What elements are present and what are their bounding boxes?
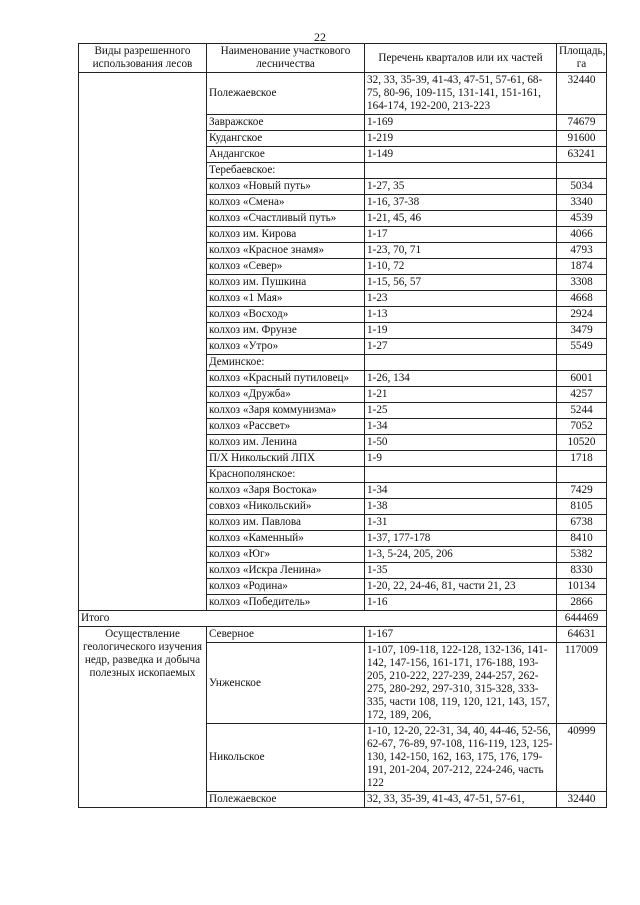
quarters-cell: 1-149 [365, 147, 557, 163]
forestry-cell: колхоз «Заря коммунизма» [207, 403, 365, 419]
quarters-cell: 1-37, 177-178 [365, 531, 557, 547]
forestry-cell: колхоз им. Кирова [207, 227, 365, 243]
forestry-cell: колхоз «Каменный» [207, 531, 365, 547]
quarters-cell: 1-38 [365, 499, 557, 515]
area-cell: 6001 [557, 371, 607, 387]
forestry-cell: колхоз «Рассвет» [207, 419, 365, 435]
forestry-cell: колхоз «Красный путиловец» [207, 371, 365, 387]
forestry-cell: колхоз «Утро» [207, 339, 365, 355]
forestry-cell: колхоз им. Ленина [207, 435, 365, 451]
area-cell: 40999 [557, 724, 607, 792]
forestry-cell: Полежаевское [207, 73, 365, 115]
forestry-cell: колхоз «1 Мая» [207, 291, 365, 307]
header-use: Виды разрешенного использования лесов [79, 44, 207, 73]
quarters-cell: 1-23, 70, 71 [365, 243, 557, 259]
header-area: Площадь, га [557, 44, 607, 73]
area-cell: 5549 [557, 339, 607, 355]
area-cell: 1718 [557, 451, 607, 467]
total-area: 644469 [557, 611, 607, 627]
forestry-cell: Никольское [207, 724, 365, 792]
quarters-cell: 1-31 [365, 515, 557, 531]
quarters-cell: 1-10, 72 [365, 259, 557, 275]
total-label: Итого [79, 611, 557, 627]
quarters-cell: 1-219 [365, 131, 557, 147]
forestry-cell: колхоз «Юг» [207, 547, 365, 563]
quarters-cell: 1-9 [365, 451, 557, 467]
area-cell: 3340 [557, 195, 607, 211]
quarters-cell: 1-20, 22, 24-46, 81, части 21, 23 [365, 579, 557, 595]
forestry-cell: колхоз «Искра Ленина» [207, 563, 365, 579]
quarters-cell: 1-16 [365, 595, 557, 611]
forestry-cell: колхоз им. Пушкина [207, 275, 365, 291]
forestry-cell: колхоз «Север» [207, 259, 365, 275]
area-cell: 4257 [557, 387, 607, 403]
quarters-cell [365, 467, 557, 483]
quarters-cell: 1-10, 12-20, 22-31, 34, 40, 44-46, 52-56, 62-67, 76-89, 97-108, 116-119, 123, 125-130, 142-150, 162, 163, 175, 176, 179-191, 201-204, 207-212, 224-246, часть 122 [365, 724, 557, 792]
forestry-cell: колхоз «Дружба» [207, 387, 365, 403]
area-cell: 5244 [557, 403, 607, 419]
forestry-cell: совхоз «Никольский» [207, 499, 365, 515]
quarters-cell: 1-25 [365, 403, 557, 419]
quarters-cell: 1-35 [365, 563, 557, 579]
table-row [79, 73, 607, 115]
area-cell: 5034 [557, 179, 607, 195]
quarters-cell: 1-27 [365, 339, 557, 355]
area-cell: 3479 [557, 323, 607, 339]
area-cell: 8105 [557, 499, 607, 515]
area-cell: 2866 [557, 595, 607, 611]
forestry-cell: колхоз «Счастливый путь» [207, 211, 365, 227]
area-cell [557, 355, 607, 371]
area-cell: 32440 [557, 73, 607, 115]
forestry-cell: Завражское [207, 115, 365, 131]
quarters-cell: 1-50 [365, 435, 557, 451]
quarters-cell: 1-21 [365, 387, 557, 403]
quarters-cell: 1-3, 5-24, 205, 206 [365, 547, 557, 563]
forestry-cell: колхоз «Родина» [207, 579, 365, 595]
forestry-cell: Теребаевское: [207, 163, 365, 179]
area-cell: 4793 [557, 243, 607, 259]
quarters-cell: 1-169 [365, 115, 557, 131]
forestry-cell: Деминское: [207, 355, 365, 371]
header-quarters: Перечень кварталов или их частей [365, 44, 557, 73]
page-number: 22 [314, 30, 326, 44]
area-cell: 5382 [557, 547, 607, 563]
forestry-cell: колхоз «Смена» [207, 195, 365, 211]
quarters-cell: 1-34 [365, 483, 557, 499]
forestry-cell: Кудангское [207, 131, 365, 147]
area-cell: 2924 [557, 307, 607, 323]
use-cell-geology: Осуществление геологического изучения недр, разведка и добыча полезных ископаемых [79, 627, 207, 808]
forestry-cell: Унженское [207, 643, 365, 724]
quarters-cell: 1-26, 134 [365, 371, 557, 387]
area-cell: 7052 [557, 419, 607, 435]
area-cell: 8330 [557, 563, 607, 579]
quarters-cell: 1-21, 45, 46 [365, 211, 557, 227]
forestry-cell: колхоз им. Фрунзе [207, 323, 365, 339]
area-cell: 6738 [557, 515, 607, 531]
quarters-cell: 1-27, 35 [365, 179, 557, 195]
quarters-cell: 1-107, 109-118, 122-128, 132-136, 141-142, 147-156, 161-171, 176-188, 193-205, 210-222, 227-239, 244-257, 262-275, 280-292, 297-310, 315-328, 333-335, части 108, 119, 120, 121, 143, 157, 172, 189, 206, [365, 643, 557, 724]
area-cell: 10520 [557, 435, 607, 451]
quarters-cell: 1-167 [365, 627, 557, 643]
area-cell: 4066 [557, 227, 607, 243]
forestry-cell: колхоз «Восход» [207, 307, 365, 323]
quarters-cell: 1-17 [365, 227, 557, 243]
quarters-cell: 32, 33, 35-39, 41-43, 47-51, 57-61, [365, 792, 557, 808]
forest-use-table [78, 43, 607, 808]
quarters-cell [365, 163, 557, 179]
total-row [79, 611, 607, 627]
forestry-cell: Андангское [207, 147, 365, 163]
area-cell: 91600 [557, 131, 607, 147]
table-header-row [79, 44, 607, 73]
header-forestry: Наименование участкового лесничества [207, 44, 365, 73]
area-cell: 8410 [557, 531, 607, 547]
quarters-cell [365, 355, 557, 371]
use-cell-empty [79, 73, 207, 611]
forestry-cell: Краснополянское: [207, 467, 365, 483]
forestry-cell: колхоз «Красное знамя» [207, 243, 365, 259]
quarters-cell: 1-23 [365, 291, 557, 307]
quarters-cell: 1-13 [365, 307, 557, 323]
quarters-cell: 32, 33, 35-39, 41-43, 47-51, 57-61, 68-75, 80-96, 109-115, 131-141, 151-161, 164-174, 192-200, 213-223 [365, 73, 557, 115]
quarters-cell: 1-34 [365, 419, 557, 435]
forestry-cell: колхоз «Новый путь» [207, 179, 365, 195]
area-cell: 4539 [557, 211, 607, 227]
forestry-cell: Северное [207, 627, 365, 643]
area-cell: 7429 [557, 483, 607, 499]
area-cell: 3308 [557, 275, 607, 291]
area-cell: 4668 [557, 291, 607, 307]
area-cell: 1874 [557, 259, 607, 275]
area-cell [557, 163, 607, 179]
forestry-cell: колхоз «Заря Востока» [207, 483, 365, 499]
quarters-cell: 1-15, 56, 57 [365, 275, 557, 291]
area-cell: 117009 [557, 643, 607, 724]
quarters-cell: 1-19 [365, 323, 557, 339]
table-row [79, 627, 607, 643]
forestry-cell: колхоз им. Павлова [207, 515, 365, 531]
area-cell: 10134 [557, 579, 607, 595]
area-cell: 74679 [557, 115, 607, 131]
quarters-cell: 1-16, 37-38 [365, 195, 557, 211]
forestry-cell: колхоз «Победитель» [207, 595, 365, 611]
forestry-cell: П/Х Никольский ЛПХ [207, 451, 365, 467]
area-cell: 63241 [557, 147, 607, 163]
area-cell: 64631 [557, 627, 607, 643]
table-body [79, 73, 607, 808]
forestry-cell: Полежаевское [207, 792, 365, 808]
area-cell [557, 467, 607, 483]
area-cell: 32440 [557, 792, 607, 808]
